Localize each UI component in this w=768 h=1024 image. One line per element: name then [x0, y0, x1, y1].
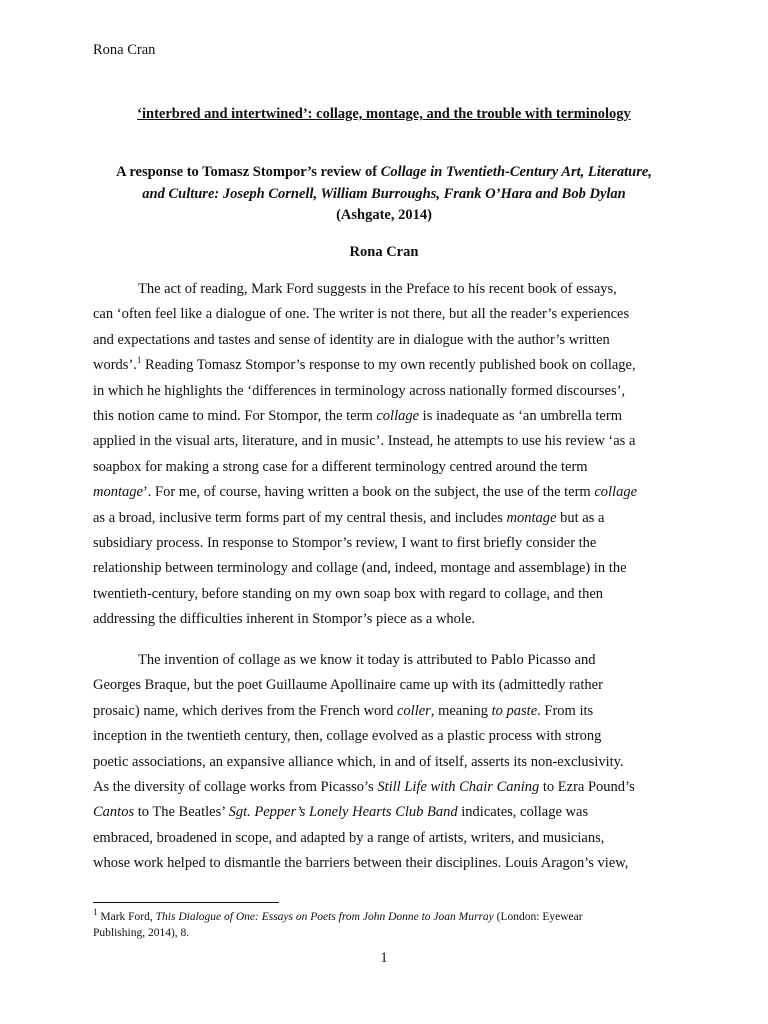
footnote-text-line-2: Publishing, 2014), 8.: [93, 927, 190, 939]
p2-line-6-end: to Ezra Pound’s: [539, 779, 635, 796]
p1-line-10-end: but as a: [556, 509, 605, 526]
book-title-part-1: Collage in Twentieth-Century Art, Literature,: [380, 164, 652, 180]
p1-line-9-middle: ’. For me, of course, having written a book on the subject, the use of the term: [142, 484, 595, 501]
p1-line-10: [93, 506, 675, 531]
term-collage-2: collage: [594, 484, 638, 501]
p1-line-6-start: this notion came to mind. For Stompor, the term: [93, 408, 377, 425]
footnote-text-start: Mark Ford,: [97, 911, 156, 923]
term-to-paste: to paste: [491, 702, 538, 719]
p2-line-7-end: indicates, collage was: [457, 804, 589, 821]
p2-line-9: whose work helped to dismantle the barriers between their disciplines. Louis Aragon’s view,: [93, 855, 629, 872]
work-title-sgt-pepper: Sgt. Pepper’s Lonely Hearts Club Band: [228, 804, 458, 821]
p1-line-8: soapbox for making a strong case for a different terminology centred around the term: [93, 458, 588, 475]
paragraph-2: [93, 648, 675, 877]
author-name: Rona Cran: [349, 244, 419, 260]
p2-line-3-start: prosaic) name, which derives from the French word: [93, 702, 397, 719]
p1-line-1: The act of reading, Mark Ford suggests in the Preface to his recent book of essays,: [138, 281, 617, 297]
paragraph-1: [93, 277, 675, 633]
p1-line-4-end: Reading Tomasz Stompor’s response to my own recently published book on collage,: [141, 357, 636, 374]
p1-line-5: in which he highlights the ‘differences in terminology across nationally formed discourses’,: [93, 382, 626, 399]
term-montage: montage: [93, 484, 143, 501]
p2-line-7-middle: to The Beatles’: [134, 804, 229, 821]
work-title-cantos: Cantos: [93, 804, 135, 821]
p2-line-6: [93, 775, 675, 800]
book-title-part-2: and Culture: Joseph Cornell, William Burroughs, Frank O’Hara and Bob Dylan: [142, 185, 626, 202]
p1-line-6-end: is inadequate as ‘an umbrella term: [419, 408, 622, 425]
p2-line-3-middle: , meaning: [430, 702, 492, 719]
p1-line-3: and expectations and tastes and sense of identity are in dialogue with the author’s written: [93, 331, 610, 348]
term-collage: collage: [376, 408, 420, 425]
footnote-text-end: (London: Eyewear: [493, 911, 583, 923]
p1-line-10-start: as a broad, inclusive term forms part of my central thesis, and includes: [93, 509, 507, 526]
p2-line-5: poetic associations, an expansive alliance which, in and of itself, asserts its non-exclusivity.: [93, 753, 624, 770]
p2-line-3-end: . From its: [537, 702, 594, 719]
p2-line-7: [93, 800, 675, 825]
p1-line-14: addressing the difficulties inherent in Stompor’s piece as a whole.: [93, 611, 476, 628]
footnote-reference-1[interactable]: 1: [136, 355, 142, 366]
footnote-mark: 1: [93, 907, 98, 918]
p2-line-4: inception in the twentieth century, then, collage evolved as a plastic process with strong: [93, 728, 602, 745]
p1-line-13: twentieth-century, before standing on my own soap box with regard to collage, and then: [93, 585, 604, 602]
term-montage-2: montage: [506, 509, 557, 526]
footnote-book-title: This Dialogue of One: Essays on Poets from John Donne to Joan Murray: [155, 911, 494, 923]
p1-line-11: subsidiary process. In response to Stompor’s review, I want to first briefly consider the: [93, 535, 597, 552]
p2-line-8: embraced, broadened in scope, and adapted by a range of artists, writers, and musicians,: [93, 829, 605, 846]
work-title-still-life: Still Life with Chair Caning: [377, 779, 540, 796]
running-header-author: Rona Cran: [93, 42, 156, 58]
article-title: ‘interbred and intertwined’: collage, montage, and the trouble with terminology: [137, 106, 631, 122]
p2-line-3: [93, 699, 675, 724]
term-coller: coller: [397, 702, 431, 719]
article-subtitle: [80, 162, 688, 227]
p1-line-6: [93, 404, 675, 429]
footnote-1: [93, 909, 675, 941]
p1-line-9: [93, 480, 675, 505]
publisher-info: (Ashgate, 2014): [336, 207, 432, 223]
p2-line-6-start: As the diversity of collage works from Picasso’s: [93, 779, 378, 796]
p1-line-2: can ‘often feel like a dialogue of one. The writer is not there, but all the reader’s experiences: [93, 306, 630, 323]
p1-line-4: [93, 353, 675, 378]
footnote-separator: [93, 902, 279, 903]
p1-line-7: applied in the visual arts, literature, and in music’. Instead, he attempts to use his review ‘as a: [93, 433, 636, 450]
p1-line-12: relationship between terminology and collage (and, indeed, montage and assemblage) in the: [93, 560, 627, 577]
subtitle-prefix: A response to Tomasz Stompor’s review of: [116, 164, 381, 180]
page-number: 1: [380, 950, 388, 966]
p1-line-4-start: words’.: [93, 357, 137, 374]
p2-line-2: Georges Braque, but the poet Guillaume Apollinaire came up with its (admittedly rather: [93, 677, 603, 694]
p2-line-1: The invention of collage as we know it today is attributed to Pablo Picasso and: [138, 652, 596, 668]
